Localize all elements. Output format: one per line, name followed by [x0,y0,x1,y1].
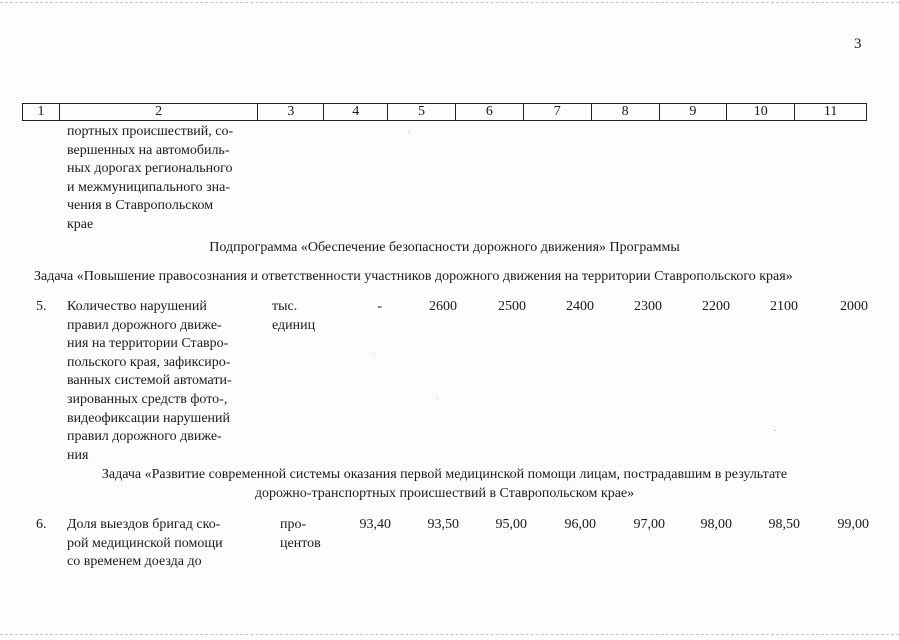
indicator-line: видеофиксации нарушений [67,410,231,426]
value-cell: 2100 [770,299,798,314]
scan-speck [374,353,375,354]
indicator-line: ния [67,447,89,463]
unit-of-measure [272,298,315,335]
task-heading-continued: дорожно-транспортных происшествий в Ставропольском крае» [254,486,635,501]
indicator-line: зированных средств фото-, [67,391,228,407]
value-cell: 93,40 [359,517,391,532]
indicator-line: ванных системой автомати- [67,373,232,389]
page-number: 3 [854,36,862,52]
unit-of-measure [280,516,321,553]
task-heading: Задача «Повышение правосознания и ответственности участников дорожного движения на территории Ставропольского края» [34,269,793,284]
value-cell: 2400 [566,299,594,314]
value-cell: 2000 [840,299,868,314]
indicator-line: польского края, зафиксиро- [67,354,231,370]
continued-indicator-text [67,123,253,235]
column-number: 8 [592,104,660,120]
column-number: 1 [23,104,60,120]
indicator-line: рой медицинской помощи [67,535,223,551]
unit-line: центов [280,535,321,551]
value-cell: 98,00 [700,517,732,532]
indicator-line: портных происшествий, со- [67,124,234,139]
indicator-line: ных дорогах регионального [67,161,233,177]
value-cell: 93,50 [427,517,459,532]
scan-edge-top [0,2,899,3]
task-heading: Задача «Развитие современной системы оказания первой медицинской помощи лицам, пострадавшим в результате [101,467,788,482]
value-cell: - [377,299,382,314]
value-cell: 2600 [429,299,457,314]
row-number: 5. [36,299,47,314]
indicator-line: Доля выездов бригад ско- [67,517,221,532]
column-number: 9 [660,104,728,120]
value-cell: 97,00 [633,517,665,532]
column-number: 6 [456,104,524,120]
scan-speck [408,132,409,133]
scan-edge-bottom [0,634,899,635]
row-indicator-text [67,298,253,465]
row-indicator-text [67,516,253,572]
column-number: 3 [258,104,324,120]
unit-line: единиц [272,317,316,333]
value-cell: 2500 [498,299,526,314]
value-cell: 99,00 [837,517,869,532]
indicator-line: правил дорожного движе- [67,429,222,445]
column-number: 7 [524,104,592,120]
column-number: 10 [727,104,795,120]
value-cell: 96,00 [564,517,596,532]
value-cell: 2200 [702,299,730,314]
indicator-line: Количество нарушений [67,299,207,314]
value-cell: 2300 [634,299,662,314]
column-number: 2 [60,104,259,120]
value-cell: 98,50 [768,517,800,532]
scan-speck [775,430,776,431]
subprogram-title: Подпрограмма «Обеспечение безопасности дорожного движения» Программы [209,240,680,255]
indicator-line: со временем доезда до [67,554,202,570]
scan-speck [437,398,438,399]
unit-line: про- [280,517,307,532]
indicator-line: и межмуниципального зна- [67,179,231,195]
indicator-line: чения в Ставропольском [67,198,214,214]
column-number: 5 [388,104,456,120]
unit-line: тыс. [272,299,298,314]
value-cell: 95,00 [495,517,527,532]
indicator-line: крае [67,216,94,232]
indicator-line: правил дорожного движе- [67,317,222,333]
column-number-row [22,103,867,121]
indicator-line: ния на территории Ставро- [67,336,229,352]
indicator-line: вершенных на автомобиль- [67,142,230,158]
row-number: 6. [36,517,47,532]
column-number: 4 [324,104,388,120]
column-number: 11 [823,104,838,119]
